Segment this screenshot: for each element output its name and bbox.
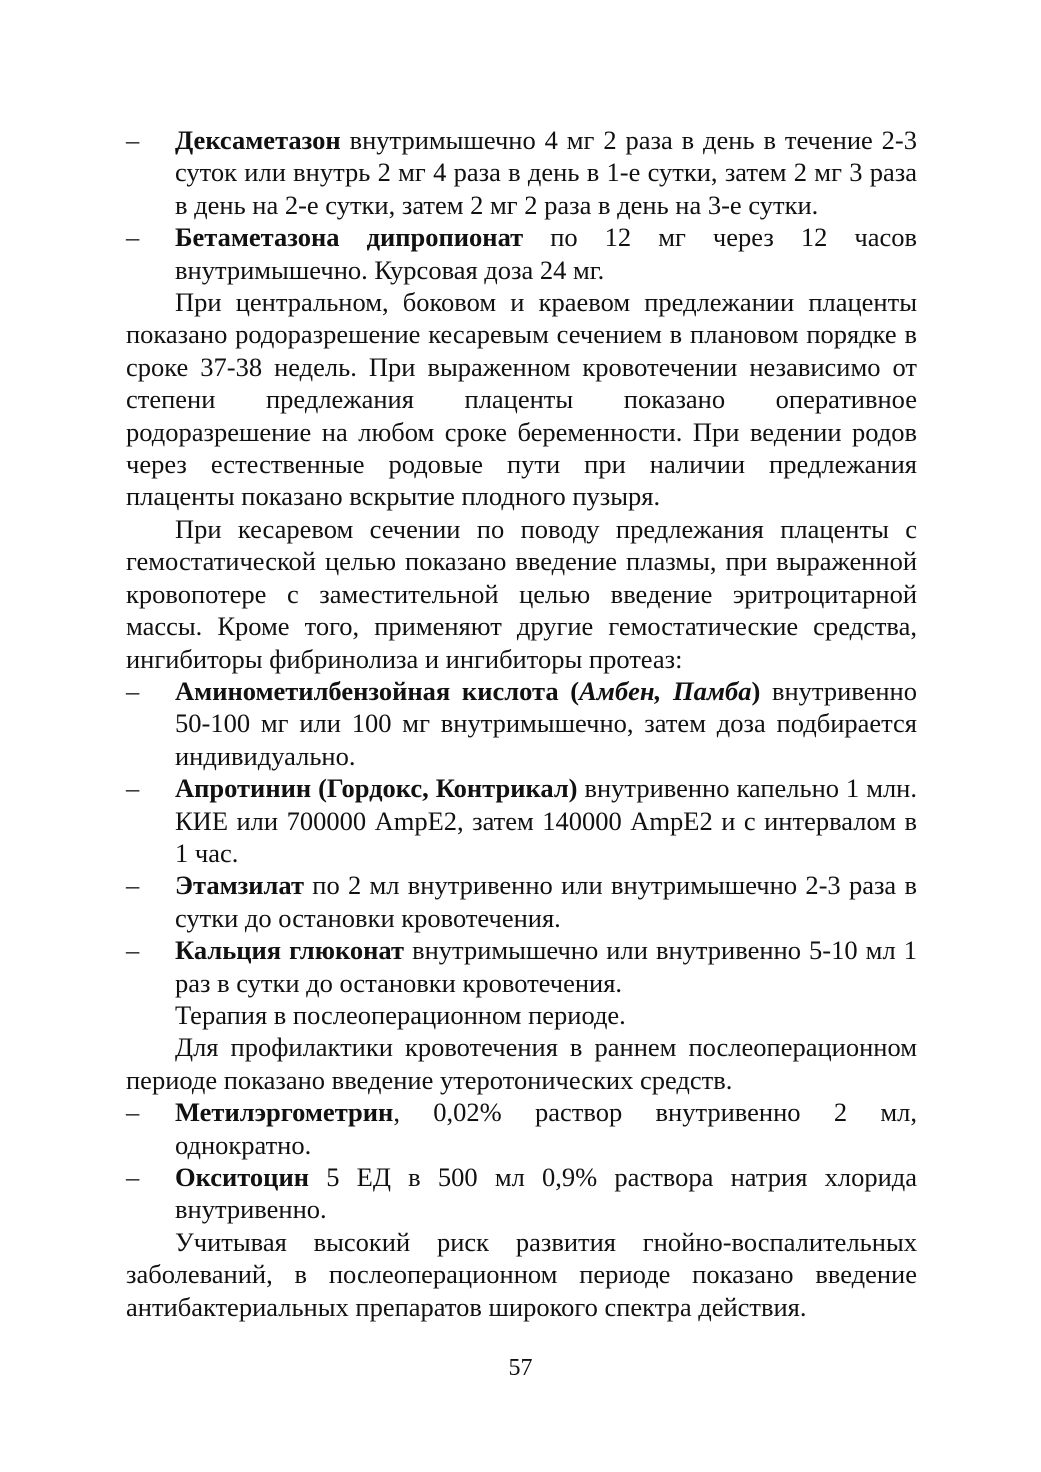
list-item-calcium-gluconate [126, 934, 917, 999]
drug-name-aprotinin: Апротинин (Гордокс, Контрикал) [175, 773, 578, 804]
paragraph-placenta-previa: При центральном, боковом и краевом предлежании плаценты показано родоразрешение кесаревым сечением в плановом порядке в сроке 37-38 недель. При выраженном кровотечении независимо от степени предлежания плаценты показано оперативное родоразрешение на любом сроке беременности. При ведении родов через естественные родовые пути при наличии предлежания плаценты показано вскрытие плодного пузыря. [126, 287, 917, 512]
list-item-aprotinin [126, 772, 917, 869]
list-dash: – [126, 125, 140, 155]
list-dash: – [126, 222, 140, 253]
list-item-oxytocin [126, 1161, 917, 1226]
drug-description: внутривенно 50-100 мг или 100 мг внутримышечно, затем доза подбирается индивидуально. [175, 675, 917, 771]
list-dash: – [126, 870, 140, 901]
drug-description: по 12 мг через 12 часов внутримышечно. Курсовая доза 24 мг. [175, 222, 918, 285]
drug-description: внутримышечно или внутривенно 5-10 мл 1 раз в сутки до остановки кровотечения. [175, 935, 917, 998]
drug-description: 5 ЕД в 500 мл 0,9% раствора натрия хлорида внутривенно. [175, 1162, 917, 1225]
list-item-methylergometrine [126, 1096, 917, 1161]
list-dash: – [126, 935, 140, 966]
list-dash: – [126, 773, 140, 804]
drug-name-dexamethasone: Дексаметазон [175, 125, 341, 155]
drug-name-etamsylate: Этамзилат [175, 870, 304, 901]
list-item-dexamethasone [126, 124, 917, 221]
list-dash: – [126, 1162, 140, 1192]
drug-trade-names: Амбен, Памба [579, 675, 752, 706]
list-dash: – [126, 675, 140, 706]
drug-description: , 0,02% раствор внутривенно 2 мл, однократно. [175, 1097, 917, 1160]
drug-name-calcium-gluconate: Кальция глюконат [175, 935, 405, 966]
drug-name-aminomethylbenzoic-acid: Аминометилбензойная кислота ( [175, 675, 580, 706]
drug-name-closing-paren: ) [751, 675, 761, 706]
list-item-aminomethylbenzoic-acid [126, 675, 917, 772]
list-dash: – [126, 1097, 140, 1128]
list-item-etamsylate [126, 869, 917, 934]
drug-description: по 2 мл внутривенно или внутримышечно 2-3 раза в сутки до остановки кровотечения. [175, 870, 917, 933]
drug-name-betamethasone: Бетаметазона дипропионат [175, 222, 524, 253]
drug-name-oxytocin: Окситоцин [175, 1162, 309, 1192]
list-item-betamethasone [126, 221, 917, 286]
paragraph-cesarean: При кесаревом сечении по поводу предлежания плаценты с гемостатической целью показано введение плазмы, при выраженной кровопотере с заместительной целью введение эритроцитарной массы. Кроме того, применяют другие гемостатические средства, ингибиторы фибринолиза и ингибиторы протеаз: [126, 513, 917, 674]
paragraph-antibacterial: Учитывая высокий риск развития гнойно-воспалительных заболеваний, в послеоперационном периоде показано введение антибактериальных препаратов широкого спектра действия. [126, 1226, 917, 1322]
drug-name-methylergometrine: Метилэргометрин [175, 1097, 394, 1128]
page-number: 57 [508, 1355, 533, 1381]
paragraph-postop-therapy: Терапия в послеоперационном периоде. [175, 999, 626, 1030]
drug-description: внутримышечно 4 мг 2 раза в день в течение 2-3 суток или внутрь 2 мг 4 раза в день в 1-е сутки, затем 2 мг 3 раза в день на 2-е сутки, затем 2 мг 2 раза в день на 3-е сутки. [175, 125, 917, 220]
page-content [126, 124, 917, 1323]
drug-description: внутривенно капельно 1 млн. КИЕ или 700000 AmpE2, затем 140000 AmpE2 и с интервалом в 1 час. [175, 773, 917, 868]
paragraph-prophylaxis: Для профилактики кровотечения в раннем послеоперационном периоде показано введение утеротонических средств. [126, 1032, 917, 1095]
